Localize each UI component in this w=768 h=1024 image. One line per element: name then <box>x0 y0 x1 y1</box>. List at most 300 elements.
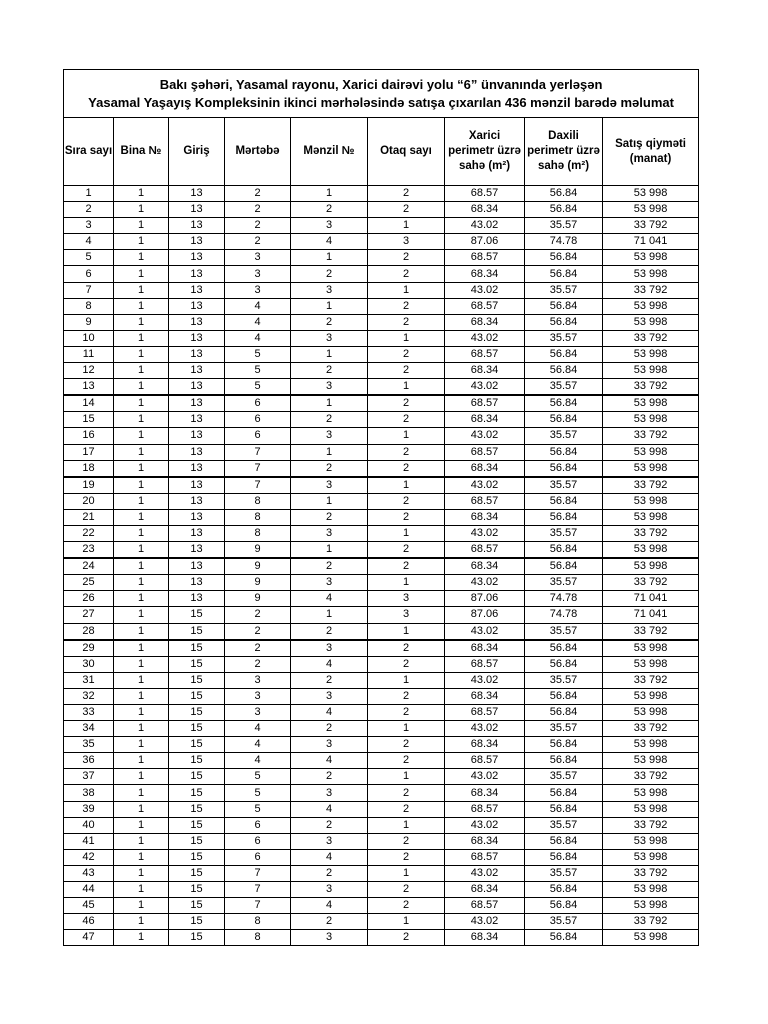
cell-sira: 42 <box>64 849 114 865</box>
cell-xarici: 68.34 <box>445 737 525 753</box>
cell-bina: 1 <box>114 477 169 494</box>
table-row <box>64 218 699 234</box>
cell-menzil: 3 <box>291 477 368 494</box>
cell-menzil: 3 <box>291 428 368 444</box>
cell-daxili: 74.78 <box>525 607 603 623</box>
cell-bina: 1 <box>114 266 169 282</box>
cell-otaq: 2 <box>368 688 445 704</box>
cell-xarici: 68.57 <box>445 250 525 266</box>
cell-daxili: 56.84 <box>525 298 603 314</box>
cell-bina: 1 <box>114 346 169 362</box>
cell-qiymet: 71 041 <box>603 591 699 607</box>
cell-giris: 13 <box>169 525 225 541</box>
cell-bina: 1 <box>114 202 169 218</box>
cell-xarici: 43.02 <box>445 672 525 688</box>
cell-mertebe: 8 <box>225 525 291 541</box>
cell-bina: 1 <box>114 817 169 833</box>
cell-xarici: 68.34 <box>445 314 525 330</box>
cell-sira: 32 <box>64 688 114 704</box>
cell-sira: 4 <box>64 234 114 250</box>
cell-xarici: 68.57 <box>445 346 525 362</box>
cell-qiymet: 53 998 <box>603 753 699 769</box>
cell-sira: 38 <box>64 785 114 801</box>
cell-otaq: 2 <box>368 801 445 817</box>
cell-xarici: 68.34 <box>445 460 525 477</box>
cell-giris: 15 <box>169 849 225 865</box>
cell-sira: 41 <box>64 833 114 849</box>
cell-bina: 1 <box>114 769 169 785</box>
cell-sira: 33 <box>64 705 114 721</box>
cell-giris: 15 <box>169 882 225 898</box>
cell-xarici: 43.02 <box>445 575 525 591</box>
cell-menzil: 2 <box>291 865 368 881</box>
cell-otaq: 2 <box>368 346 445 362</box>
cell-xarici: 68.57 <box>445 753 525 769</box>
header-otaq-sayi: Otaq sayı <box>368 118 445 186</box>
cell-sira: 1 <box>64 186 114 202</box>
cell-otaq: 2 <box>368 509 445 525</box>
cell-mertebe: 7 <box>225 477 291 494</box>
cell-menzil: 1 <box>291 493 368 509</box>
cell-xarici: 68.57 <box>445 395 525 412</box>
table-row <box>64 234 699 250</box>
cell-menzil: 2 <box>291 721 368 737</box>
cell-xarici: 68.34 <box>445 688 525 704</box>
cell-mertebe: 4 <box>225 298 291 314</box>
cell-mertebe: 3 <box>225 250 291 266</box>
cell-mertebe: 6 <box>225 817 291 833</box>
cell-daxili: 56.84 <box>525 186 603 202</box>
cell-menzil: 2 <box>291 817 368 833</box>
cell-otaq: 1 <box>368 721 445 737</box>
cell-sira: 43 <box>64 865 114 881</box>
cell-bina: 1 <box>114 379 169 396</box>
table-row <box>64 428 699 444</box>
cell-giris: 13 <box>169 218 225 234</box>
cell-daxili: 35.57 <box>525 282 603 298</box>
cell-menzil: 4 <box>291 656 368 672</box>
table-row <box>64 914 699 930</box>
cell-otaq: 1 <box>368 330 445 346</box>
cell-menzil: 3 <box>291 785 368 801</box>
cell-mertebe: 6 <box>225 833 291 849</box>
cell-mertebe: 2 <box>225 640 291 657</box>
cell-daxili: 56.84 <box>525 460 603 477</box>
cell-sira: 13 <box>64 379 114 396</box>
cell-daxili: 56.84 <box>525 801 603 817</box>
cell-menzil: 4 <box>291 591 368 607</box>
cell-bina: 1 <box>114 234 169 250</box>
cell-qiymet: 53 998 <box>603 801 699 817</box>
cell-mertebe: 5 <box>225 379 291 396</box>
cell-giris: 15 <box>169 688 225 704</box>
cell-sira: 36 <box>64 753 114 769</box>
cell-qiymet: 53 998 <box>603 509 699 525</box>
table-row <box>64 250 699 266</box>
cell-sira: 9 <box>64 314 114 330</box>
cell-otaq: 1 <box>368 218 445 234</box>
cell-giris: 13 <box>169 202 225 218</box>
cell-mertebe: 5 <box>225 801 291 817</box>
cell-sira: 17 <box>64 444 114 460</box>
table-row <box>64 591 699 607</box>
cell-xarici: 43.02 <box>445 865 525 881</box>
cell-xarici: 68.34 <box>445 833 525 849</box>
cell-sira: 47 <box>64 930 114 946</box>
cell-xarici: 43.02 <box>445 817 525 833</box>
cell-sira: 25 <box>64 575 114 591</box>
cell-bina: 1 <box>114 930 169 946</box>
table-row <box>64 575 699 591</box>
cell-sira: 29 <box>64 640 114 657</box>
cell-daxili: 56.84 <box>525 509 603 525</box>
cell-bina: 1 <box>114 914 169 930</box>
cell-daxili: 56.84 <box>525 363 603 379</box>
cell-qiymet: 53 998 <box>603 493 699 509</box>
cell-mertebe: 6 <box>225 849 291 865</box>
table-row <box>64 477 699 494</box>
cell-sira: 10 <box>64 330 114 346</box>
cell-bina: 1 <box>114 428 169 444</box>
cell-giris: 13 <box>169 509 225 525</box>
cell-xarici: 87.06 <box>445 234 525 250</box>
table-row <box>64 444 699 460</box>
cell-sira: 3 <box>64 218 114 234</box>
cell-otaq: 2 <box>368 186 445 202</box>
cell-otaq: 2 <box>368 558 445 575</box>
cell-menzil: 2 <box>291 314 368 330</box>
cell-menzil: 4 <box>291 753 368 769</box>
cell-menzil: 1 <box>291 186 368 202</box>
cell-xarici: 68.34 <box>445 363 525 379</box>
table-row <box>64 737 699 753</box>
cell-bina: 1 <box>114 460 169 477</box>
cell-mertebe: 7 <box>225 460 291 477</box>
cell-otaq: 2 <box>368 656 445 672</box>
cell-mertebe: 9 <box>225 542 291 559</box>
table-row <box>64 266 699 282</box>
cell-xarici: 68.57 <box>445 705 525 721</box>
cell-bina: 1 <box>114 186 169 202</box>
cell-otaq: 2 <box>368 250 445 266</box>
cell-bina: 1 <box>114 591 169 607</box>
table-row <box>64 705 699 721</box>
table-row <box>64 753 699 769</box>
cell-daxili: 56.84 <box>525 266 603 282</box>
cell-otaq: 1 <box>368 914 445 930</box>
cell-qiymet: 33 792 <box>603 218 699 234</box>
table-row <box>64 640 699 657</box>
cell-qiymet: 53 998 <box>603 833 699 849</box>
cell-otaq: 1 <box>368 769 445 785</box>
cell-menzil: 2 <box>291 672 368 688</box>
table-row <box>64 930 699 946</box>
cell-sira: 35 <box>64 737 114 753</box>
cell-daxili: 56.84 <box>525 640 603 657</box>
table-row <box>64 509 699 525</box>
cell-daxili: 56.84 <box>525 898 603 914</box>
header-sira-sayi: Sıra sayı <box>64 118 114 186</box>
cell-menzil: 3 <box>291 930 368 946</box>
cell-daxili: 35.57 <box>525 575 603 591</box>
cell-bina: 1 <box>114 737 169 753</box>
cell-daxili: 35.57 <box>525 817 603 833</box>
cell-bina: 1 <box>114 444 169 460</box>
cell-menzil: 4 <box>291 898 368 914</box>
cell-giris: 15 <box>169 656 225 672</box>
table-row <box>64 346 699 362</box>
table-row <box>64 363 699 379</box>
cell-mertebe: 3 <box>225 705 291 721</box>
cell-daxili: 56.84 <box>525 493 603 509</box>
cell-qiymet: 53 998 <box>603 705 699 721</box>
title-line-2: Yasamal Yaşayış Kompleksinin ikinci mərhələsində satışa çıxarılan 436 mənzil barədə məlumat <box>88 94 674 110</box>
cell-menzil: 1 <box>291 250 368 266</box>
cell-otaq: 2 <box>368 753 445 769</box>
cell-qiymet: 53 998 <box>603 737 699 753</box>
cell-bina: 1 <box>114 672 169 688</box>
apartment-table <box>63 69 699 946</box>
cell-otaq: 2 <box>368 460 445 477</box>
cell-daxili: 56.84 <box>525 542 603 559</box>
cell-otaq: 1 <box>368 672 445 688</box>
cell-daxili: 56.84 <box>525 849 603 865</box>
cell-menzil: 4 <box>291 234 368 250</box>
cell-bina: 1 <box>114 753 169 769</box>
cell-daxili: 35.57 <box>525 623 603 640</box>
cell-bina: 1 <box>114 865 169 881</box>
table-row <box>64 849 699 865</box>
cell-menzil: 1 <box>291 542 368 559</box>
cell-qiymet: 33 792 <box>603 477 699 494</box>
cell-otaq: 2 <box>368 833 445 849</box>
cell-giris: 15 <box>169 833 225 849</box>
cell-xarici: 43.02 <box>445 282 525 298</box>
header-daxili-sahe: Daxili perimetr üzrə sahə (m²) <box>525 118 603 186</box>
cell-xarici: 43.02 <box>445 428 525 444</box>
table-row <box>64 833 699 849</box>
cell-mertebe: 2 <box>225 202 291 218</box>
cell-giris: 15 <box>169 769 225 785</box>
table-row <box>64 801 699 817</box>
cell-bina: 1 <box>114 218 169 234</box>
cell-qiymet: 33 792 <box>603 623 699 640</box>
cell-sira: 12 <box>64 363 114 379</box>
cell-xarici: 43.02 <box>445 477 525 494</box>
cell-otaq: 2 <box>368 849 445 865</box>
cell-bina: 1 <box>114 525 169 541</box>
cell-giris: 15 <box>169 930 225 946</box>
cell-giris: 13 <box>169 379 225 396</box>
table-row <box>64 898 699 914</box>
cell-giris: 15 <box>169 898 225 914</box>
cell-menzil: 1 <box>291 444 368 460</box>
cell-giris: 13 <box>169 444 225 460</box>
cell-xarici: 43.02 <box>445 721 525 737</box>
cell-xarici: 68.34 <box>445 202 525 218</box>
cell-bina: 1 <box>114 282 169 298</box>
cell-otaq: 1 <box>368 379 445 396</box>
cell-mertebe: 5 <box>225 346 291 362</box>
cell-giris: 13 <box>169 250 225 266</box>
cell-menzil: 2 <box>291 202 368 218</box>
cell-daxili: 35.57 <box>525 721 603 737</box>
cell-mertebe: 5 <box>225 363 291 379</box>
cell-bina: 1 <box>114 575 169 591</box>
cell-giris: 15 <box>169 737 225 753</box>
table-row <box>64 672 699 688</box>
cell-mertebe: 9 <box>225 591 291 607</box>
cell-daxili: 56.84 <box>525 753 603 769</box>
cell-qiymet: 53 998 <box>603 558 699 575</box>
cell-menzil: 1 <box>291 607 368 623</box>
cell-qiymet: 33 792 <box>603 575 699 591</box>
cell-menzil: 3 <box>291 525 368 541</box>
cell-sira: 30 <box>64 656 114 672</box>
cell-otaq: 1 <box>368 428 445 444</box>
table-row <box>64 186 699 202</box>
cell-bina: 1 <box>114 898 169 914</box>
cell-sira: 37 <box>64 769 114 785</box>
header-bina-no: Bina № <box>114 118 169 186</box>
cell-qiymet: 53 998 <box>603 542 699 559</box>
cell-menzil: 2 <box>291 623 368 640</box>
cell-xarici: 68.57 <box>445 444 525 460</box>
cell-giris: 13 <box>169 314 225 330</box>
cell-qiymet: 53 998 <box>603 688 699 704</box>
table-row <box>64 493 699 509</box>
cell-qiymet: 33 792 <box>603 769 699 785</box>
cell-mertebe: 6 <box>225 428 291 444</box>
cell-xarici: 43.02 <box>445 379 525 396</box>
cell-xarici: 68.57 <box>445 898 525 914</box>
cell-xarici: 68.34 <box>445 930 525 946</box>
table-row <box>64 542 699 559</box>
cell-giris: 13 <box>169 412 225 428</box>
cell-daxili: 35.57 <box>525 330 603 346</box>
cell-xarici: 43.02 <box>445 218 525 234</box>
cell-mertebe: 2 <box>225 656 291 672</box>
cell-mertebe: 8 <box>225 493 291 509</box>
cell-giris: 15 <box>169 753 225 769</box>
cell-xarici: 43.02 <box>445 914 525 930</box>
cell-xarici: 68.34 <box>445 640 525 657</box>
cell-qiymet: 53 998 <box>603 460 699 477</box>
cell-sira: 21 <box>64 509 114 525</box>
table-row <box>64 395 699 412</box>
cell-otaq: 2 <box>368 785 445 801</box>
cell-giris: 15 <box>169 817 225 833</box>
cell-xarici: 43.02 <box>445 525 525 541</box>
cell-daxili: 35.57 <box>525 769 603 785</box>
cell-bina: 1 <box>114 640 169 657</box>
cell-giris: 13 <box>169 558 225 575</box>
cell-giris: 15 <box>169 721 225 737</box>
cell-bina: 1 <box>114 330 169 346</box>
cell-qiymet: 53 998 <box>603 202 699 218</box>
cell-giris: 15 <box>169 914 225 930</box>
cell-giris: 13 <box>169 234 225 250</box>
cell-menzil: 2 <box>291 558 368 575</box>
cell-giris: 15 <box>169 865 225 881</box>
cell-sira: 27 <box>64 607 114 623</box>
cell-otaq: 1 <box>368 575 445 591</box>
cell-otaq: 3 <box>368 591 445 607</box>
cell-xarici: 68.57 <box>445 801 525 817</box>
cell-giris: 13 <box>169 186 225 202</box>
cell-sira: 19 <box>64 477 114 494</box>
cell-xarici: 87.06 <box>445 591 525 607</box>
cell-mertebe: 2 <box>225 234 291 250</box>
cell-mertebe: 4 <box>225 753 291 769</box>
table-row <box>64 688 699 704</box>
table-row <box>64 330 699 346</box>
cell-giris: 15 <box>169 705 225 721</box>
cell-qiymet: 53 998 <box>603 849 699 865</box>
cell-otaq: 2 <box>368 363 445 379</box>
cell-qiymet: 33 792 <box>603 282 699 298</box>
cell-daxili: 35.57 <box>525 379 603 396</box>
cell-menzil: 3 <box>291 833 368 849</box>
cell-qiymet: 53 998 <box>603 412 699 428</box>
cell-menzil: 2 <box>291 914 368 930</box>
cell-daxili: 56.84 <box>525 444 603 460</box>
cell-bina: 1 <box>114 688 169 704</box>
cell-mertebe: 4 <box>225 314 291 330</box>
cell-bina: 1 <box>114 656 169 672</box>
cell-daxili: 56.84 <box>525 737 603 753</box>
cell-daxili: 35.57 <box>525 672 603 688</box>
cell-daxili: 35.57 <box>525 218 603 234</box>
cell-otaq: 2 <box>368 705 445 721</box>
cell-menzil: 3 <box>291 282 368 298</box>
cell-otaq: 2 <box>368 314 445 330</box>
cell-qiymet: 53 998 <box>603 363 699 379</box>
table-row <box>64 412 699 428</box>
cell-daxili: 56.84 <box>525 785 603 801</box>
cell-mertebe: 8 <box>225 930 291 946</box>
cell-xarici: 68.34 <box>445 558 525 575</box>
cell-sira: 7 <box>64 282 114 298</box>
cell-sira: 45 <box>64 898 114 914</box>
cell-giris: 13 <box>169 363 225 379</box>
cell-bina: 1 <box>114 493 169 509</box>
cell-giris: 13 <box>169 346 225 362</box>
cell-sira: 14 <box>64 395 114 412</box>
cell-xarici: 68.57 <box>445 186 525 202</box>
cell-qiymet: 33 792 <box>603 865 699 881</box>
apartment-sales-sheet <box>63 69 698 946</box>
cell-daxili: 56.84 <box>525 202 603 218</box>
cell-daxili: 35.57 <box>525 428 603 444</box>
cell-sira: 39 <box>64 801 114 817</box>
cell-qiymet: 53 998 <box>603 250 699 266</box>
cell-bina: 1 <box>114 412 169 428</box>
cell-otaq: 1 <box>368 623 445 640</box>
cell-qiymet: 33 792 <box>603 525 699 541</box>
cell-bina: 1 <box>114 558 169 575</box>
cell-otaq: 2 <box>368 412 445 428</box>
cell-qiymet: 53 998 <box>603 266 699 282</box>
cell-giris: 13 <box>169 591 225 607</box>
cell-qiymet: 71 041 <box>603 234 699 250</box>
cell-daxili: 56.84 <box>525 705 603 721</box>
cell-mertebe: 3 <box>225 688 291 704</box>
header-satis-qiymeti: Satış qiymәti (manat) <box>603 118 699 186</box>
cell-otaq: 1 <box>368 282 445 298</box>
cell-daxili: 56.84 <box>525 833 603 849</box>
cell-xarici: 68.57 <box>445 493 525 509</box>
